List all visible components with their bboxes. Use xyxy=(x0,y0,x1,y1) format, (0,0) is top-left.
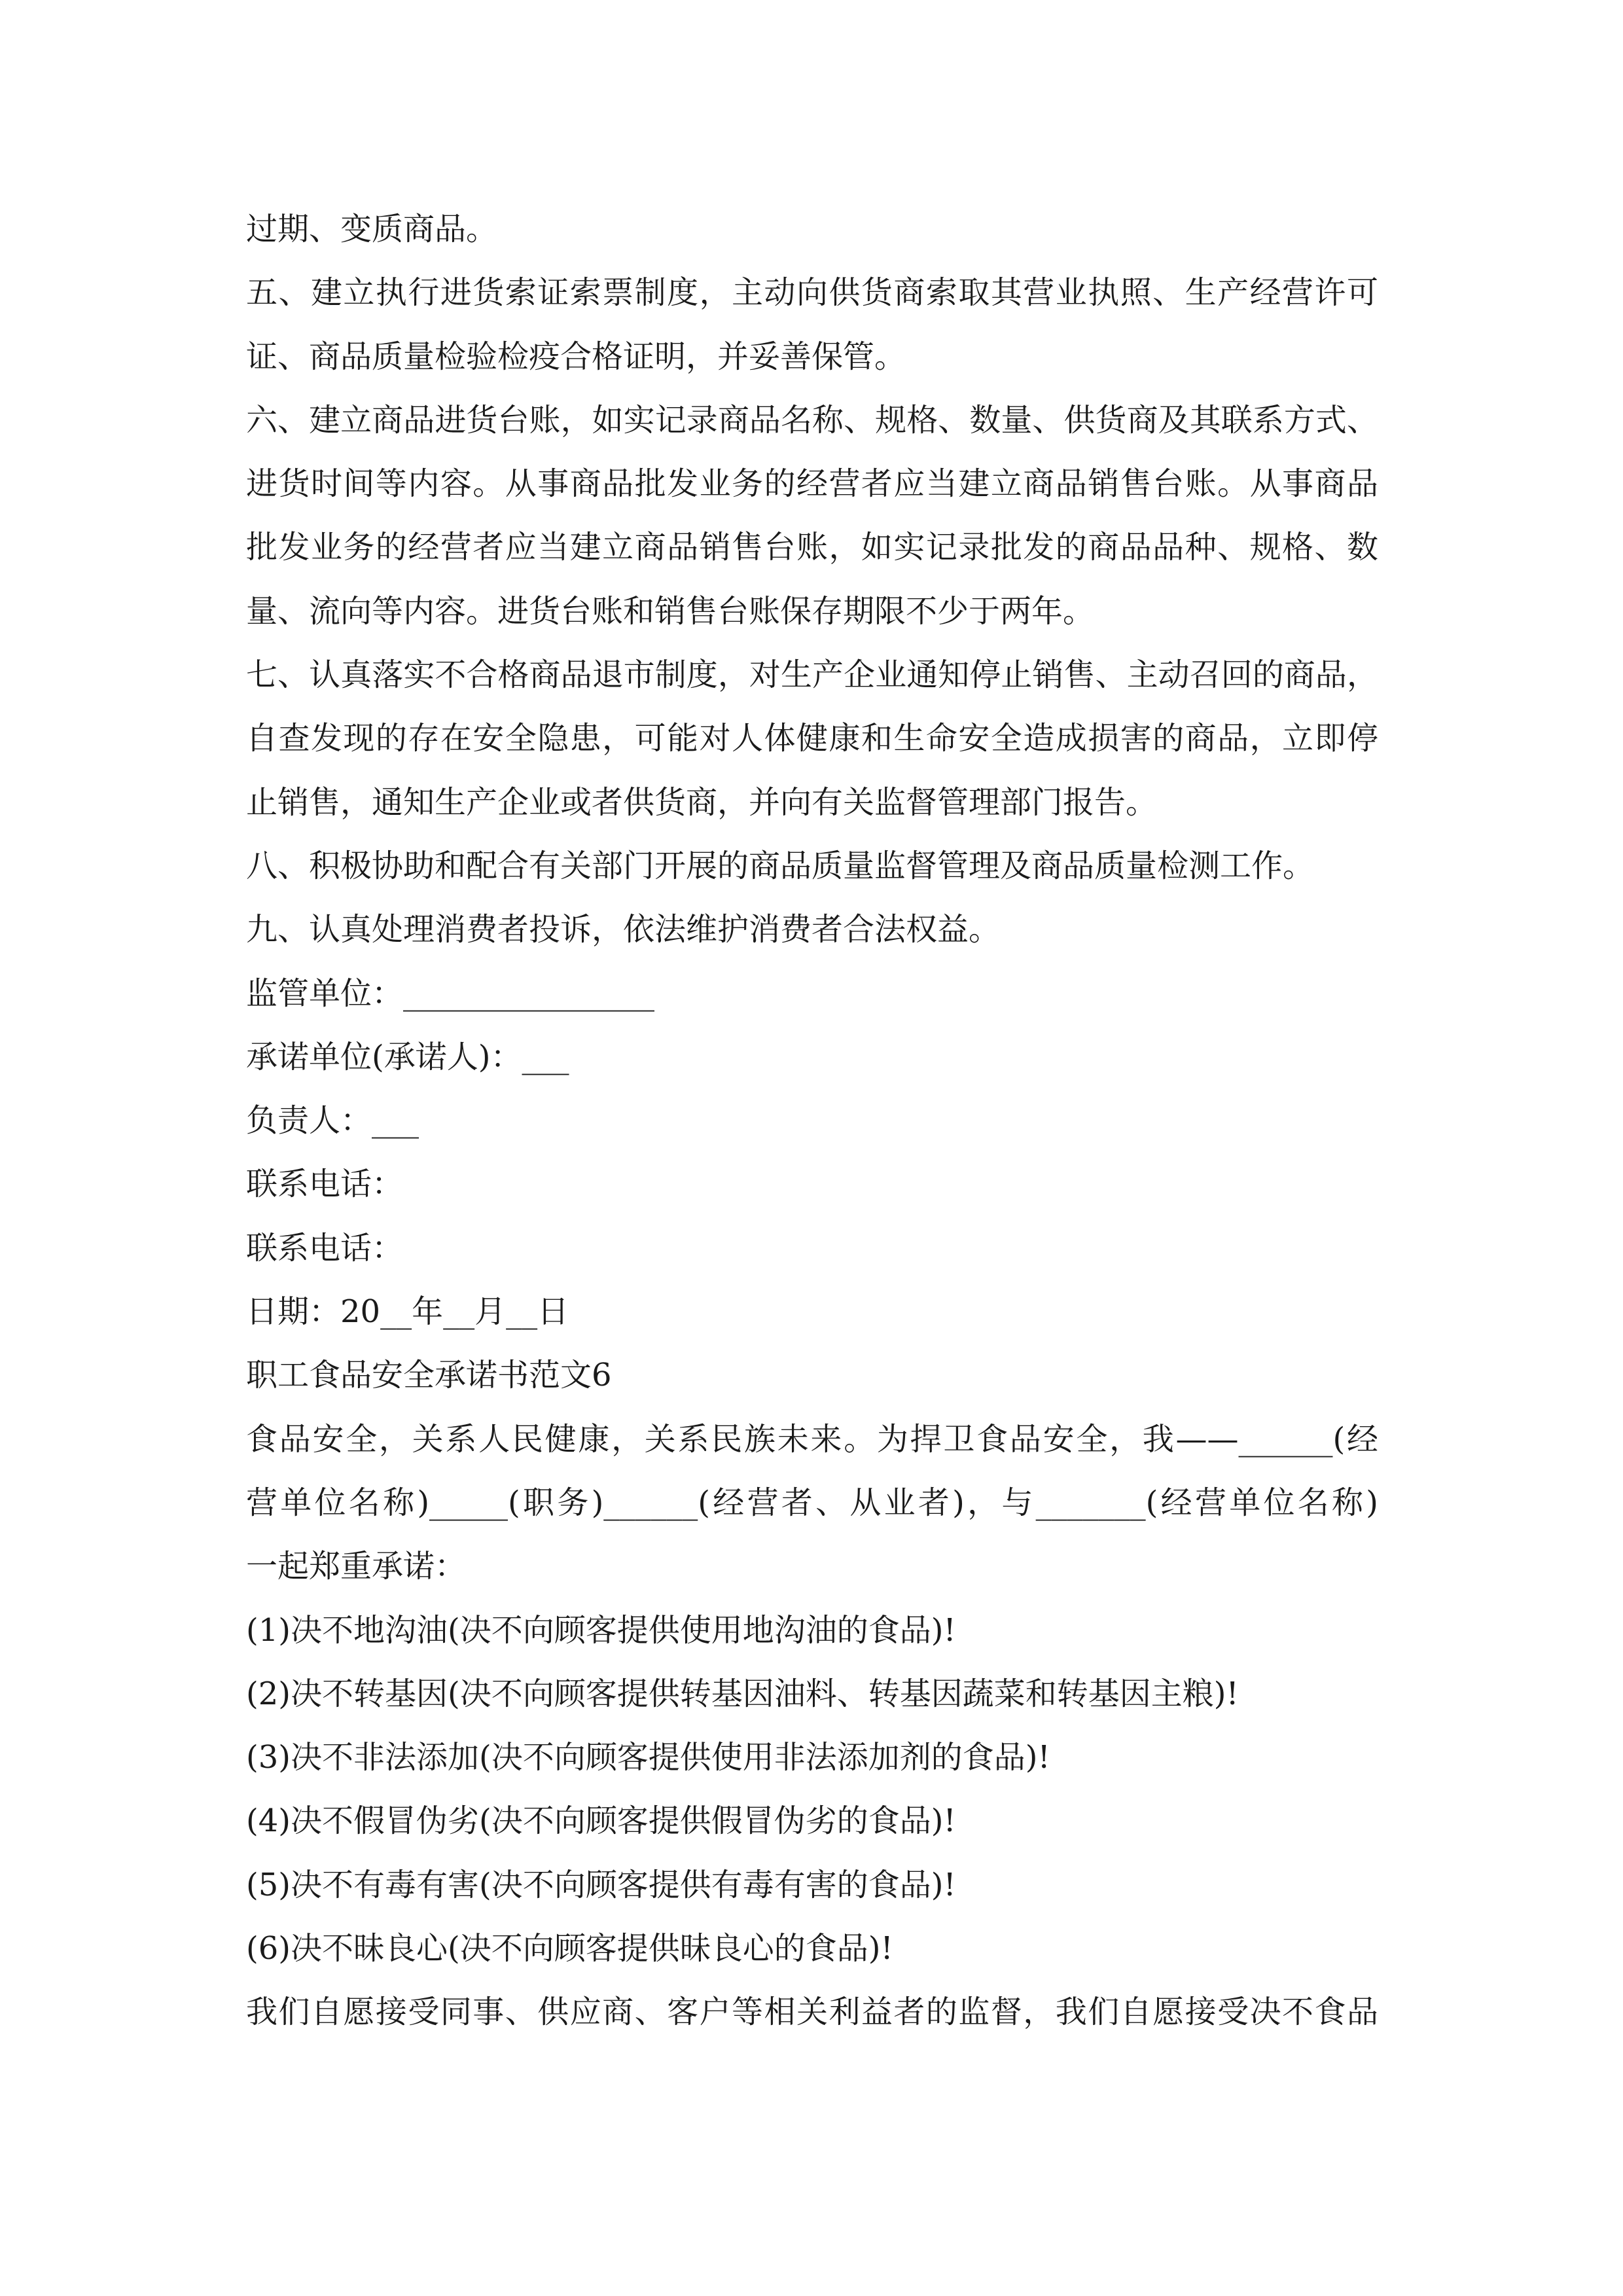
section-title: 职工食品安全承诺书范文6 xyxy=(246,1357,612,1394)
text-line: 七、认真落实不合格商品退市制度，对生产企业通知停止销售、主动召回的商品， xyxy=(246,656,1378,694)
promisor-field-line: 承诺单位(承诺人)：___ xyxy=(246,1038,569,1075)
text-line: 自查发现的存在安全隐患，可能对人体健康和生命安全造成损害的商品，立即停 xyxy=(246,720,1378,757)
list-item: (5)决不有毒有害(决不向顾客提供有毒有害的食品)! xyxy=(246,1866,956,1903)
text-line: 八、积极协助和配合有关部门开展的商品质量监督管理及商品质量检测工作。 xyxy=(246,847,1315,884)
text-line: 九、认真处理消费者投诉，依法维护消费者合法权益。 xyxy=(246,911,1001,948)
list-item: (3)决不非法添加(决不向顾客提供使用非法添加剂的食品)! xyxy=(246,1739,1050,1776)
document-body xyxy=(246,198,1378,2045)
list-item: (6)决不昧良心(决不向顾客提供昧良心的食品)! xyxy=(246,1930,893,1967)
contact-phone-field-line: 联系电话： xyxy=(246,1166,404,1203)
text-line: 止销售，通知生产企业或者供货商，并向有关监督管理部门报告。 xyxy=(246,783,1158,821)
date-field-line: 日期：20__年__月__日 xyxy=(246,1293,569,1331)
responsible-person-field-line: 负责人：___ xyxy=(246,1102,419,1139)
text-line: 量、流向等内容。进货台账和销售台账保存期限不少于两年。 xyxy=(246,592,1095,630)
supervisor-field-line: 监管单位：________________ xyxy=(246,975,655,1012)
text-line: 营单位名称)_____(职务)______(经营者、从业者)，与_______(经营单位名称) xyxy=(246,1484,1378,1521)
contact-phone-field-line: 联系电话： xyxy=(246,1229,404,1266)
text-line: 批发业务的经营者应当建立商品销售台账，如实记录批发的商品品种、规格、数 xyxy=(246,529,1378,566)
list-item: (1)决不地沟油(决不向顾客提供使用地沟油的食品)! xyxy=(246,1611,956,1649)
text-line: 我们自愿接受同事、供应商、客户等相关利益者的监督，我们自愿接受决不食品 xyxy=(246,1994,1378,2031)
text-line: 食品安全，关系人民健康，关系民族未来。为捍卫食品安全，我——______(经 xyxy=(246,1420,1378,1458)
text-line: 证、商品质量检验检疫合格证明，并妥善保管。 xyxy=(246,338,906,375)
list-item: (4)决不假冒伪劣(决不向顾客提供假冒伪劣的食品)! xyxy=(246,1803,956,1840)
text-line: 一起郑重承诺： xyxy=(246,1548,467,1585)
text-line: 过期、变质商品。 xyxy=(246,211,498,247)
text-line: 五、建立执行进货索证索票制度，主动向供货商索取其营业执照、生产经营许可 xyxy=(246,274,1378,312)
list-item: (2)决不转基因(决不向顾客提供转基因油料、转基因蔬菜和转基因主粮)! xyxy=(246,1675,1239,1712)
text-line: 进货时间等内容。从事商品批发业务的经营者应当建立商品销售台账。从事商品 xyxy=(246,465,1378,503)
text-line: 六、建立商品进货台账，如实记录商品名称、规格、数量、供货商及其联系方式、 xyxy=(246,401,1378,439)
